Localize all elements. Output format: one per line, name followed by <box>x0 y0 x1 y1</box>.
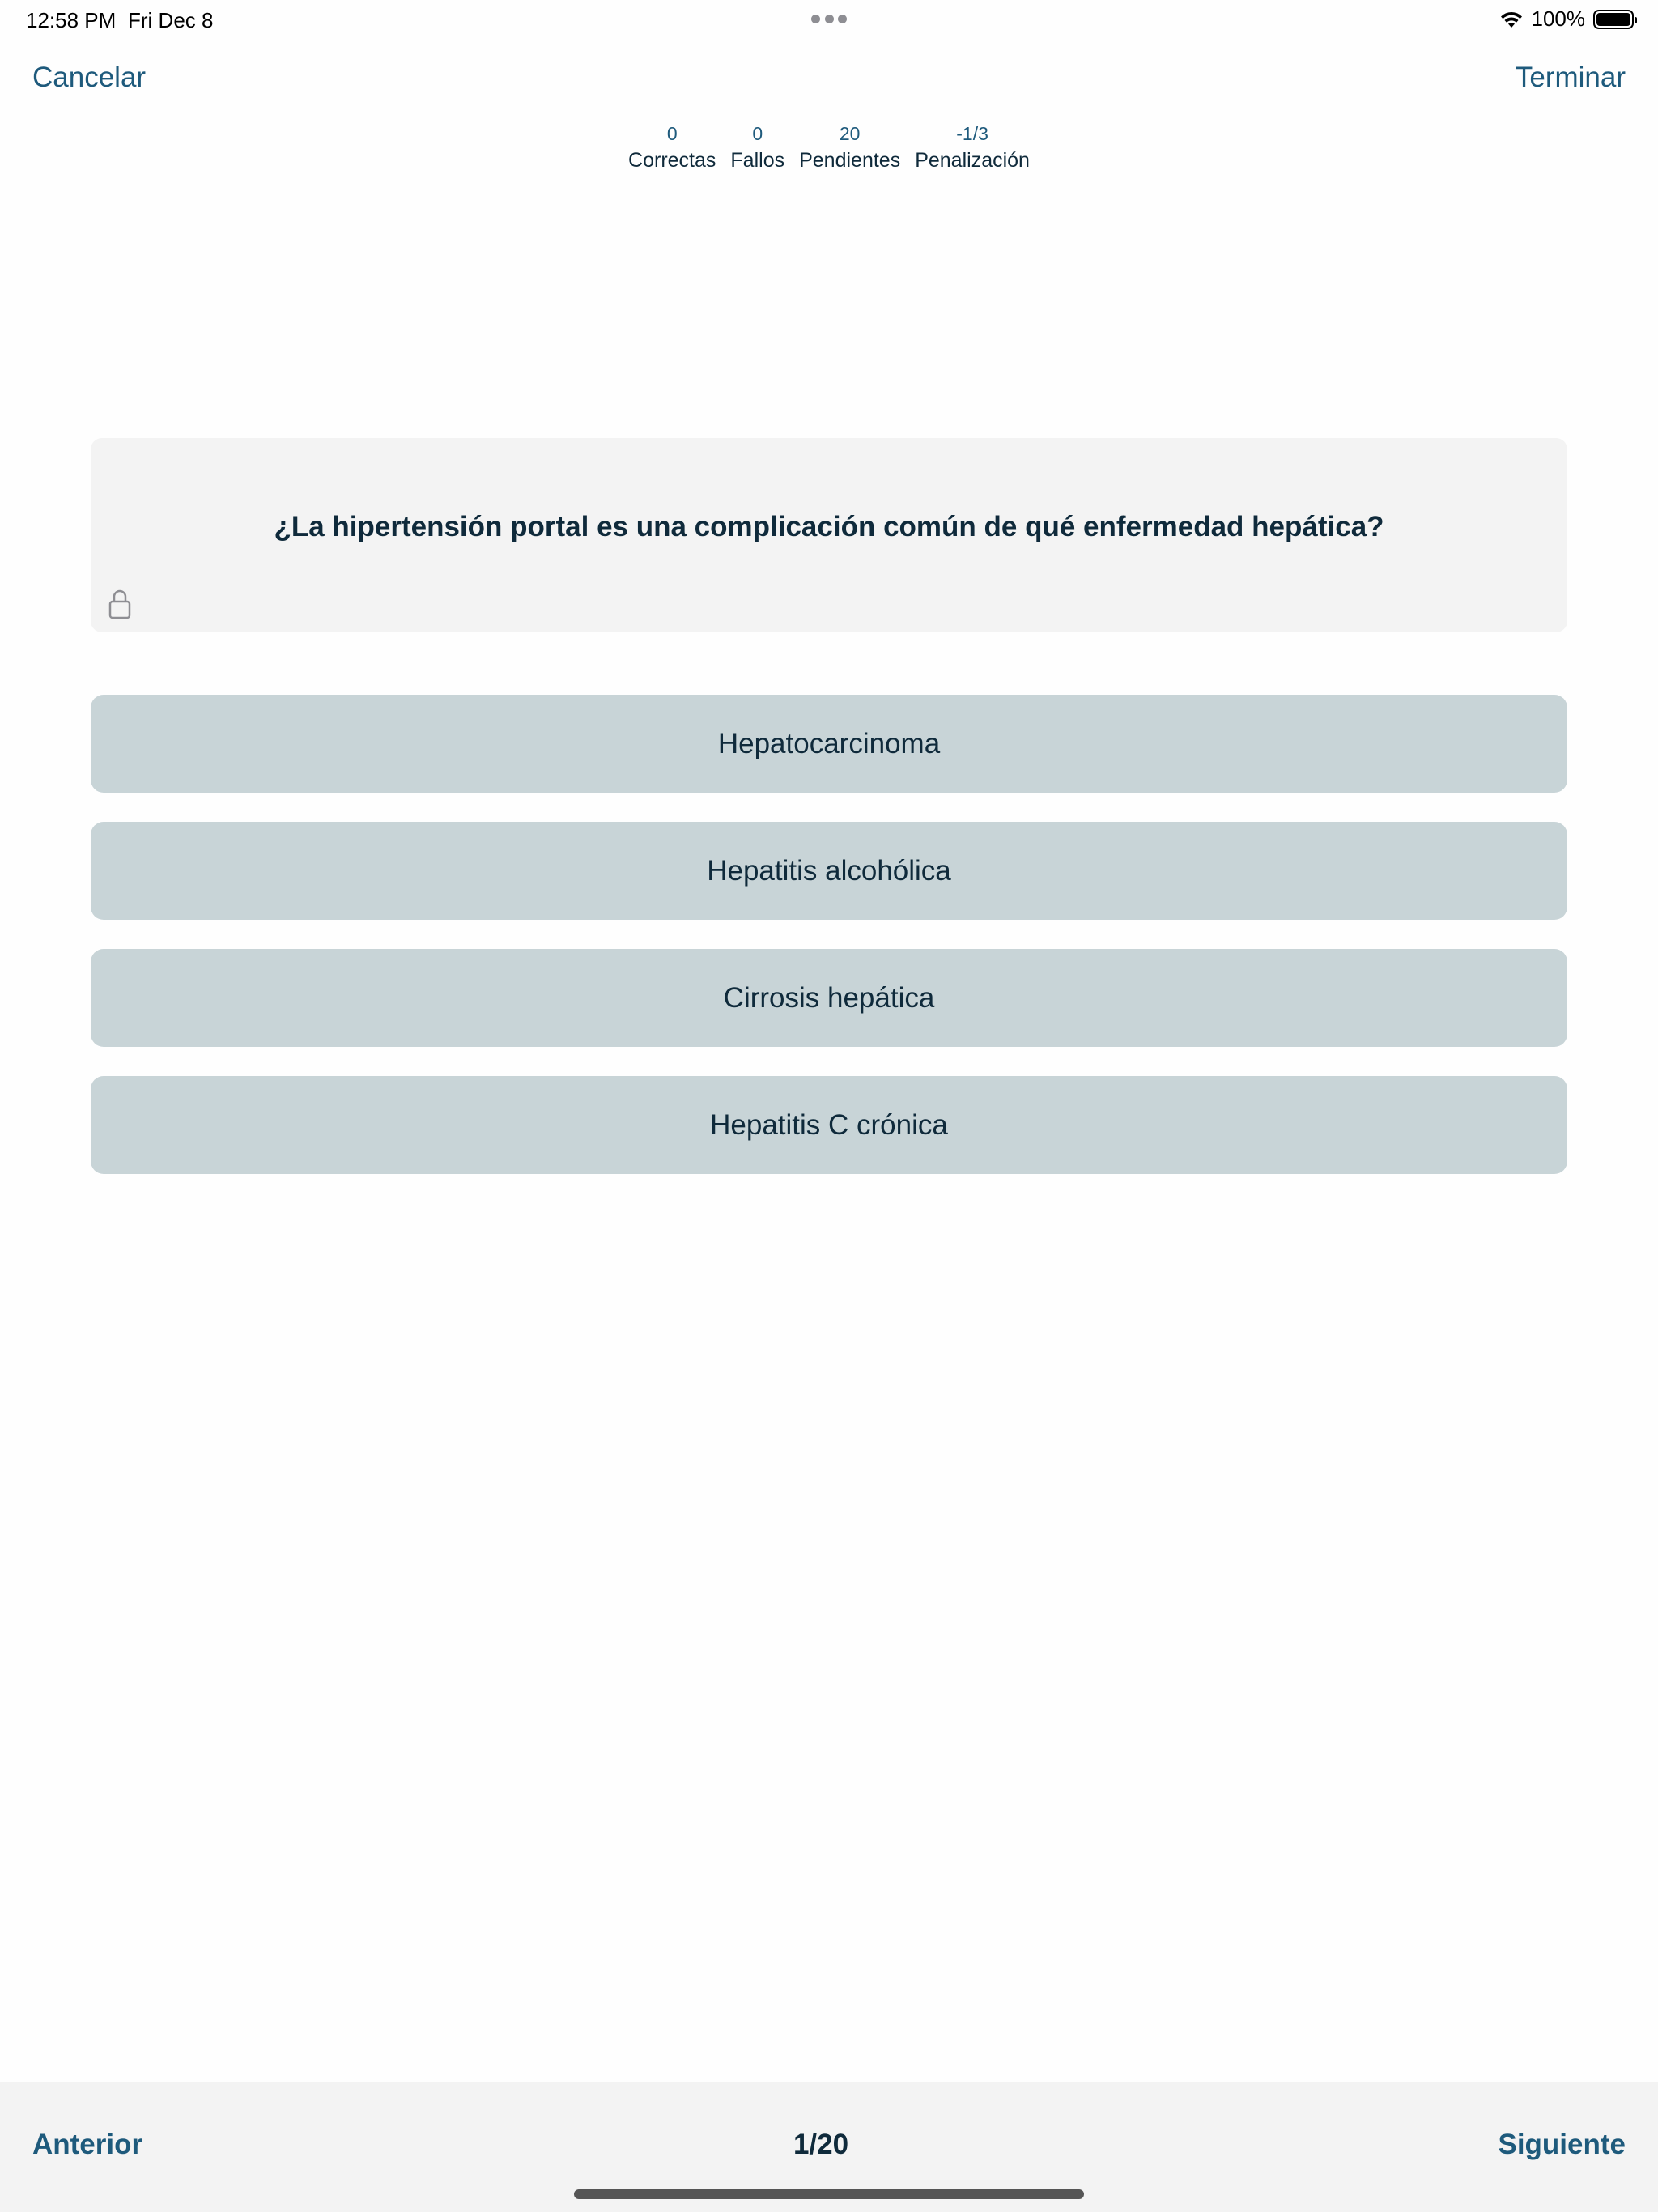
answer-option-1[interactable]: Hepatocarcinoma <box>91 695 1567 793</box>
home-indicator[interactable] <box>574 2189 1084 2199</box>
answer-option-3[interactable]: Cirrosis hepática <box>91 949 1567 1047</box>
stat-value: 20 <box>839 123 861 144</box>
next-button[interactable]: Siguiente <box>1498 2129 1626 2160</box>
finish-button[interactable]: Terminar <box>1515 62 1626 93</box>
status-bar <box>0 0 1658 39</box>
previous-button[interactable]: Anterior <box>32 2129 143 2160</box>
wifi-icon <box>1499 10 1524 29</box>
stat-label: Fallos <box>730 149 785 172</box>
multitasking-dots-icon[interactable] <box>811 15 847 24</box>
score-stats <box>0 120 1658 173</box>
stat-label: Correctas <box>628 149 716 172</box>
question-card <box>91 438 1567 632</box>
lock-icon[interactable] <box>105 588 134 620</box>
stat-label: Penalización <box>915 149 1030 172</box>
status-time: 12:58 PM <box>26 8 117 32</box>
battery-icon <box>1593 10 1634 29</box>
answer-option-4[interactable]: Hepatitis C crónica <box>91 1076 1567 1174</box>
stat-correct <box>628 120 716 173</box>
stat-pending <box>799 120 900 173</box>
stat-wrong <box>730 120 784 173</box>
stat-value: 0 <box>666 123 678 144</box>
cancel-button[interactable]: Cancelar <box>32 62 147 93</box>
page-indicator: 1/20 <box>793 2129 849 2160</box>
stat-value: -1/3 <box>956 123 988 144</box>
status-date: Fri Dec 8 <box>128 8 214 32</box>
stat-value: 0 <box>752 123 763 144</box>
stat-penalty <box>915 120 1030 173</box>
answer-option-2[interactable]: Hepatitis alcohólica <box>91 822 1567 920</box>
stat-label: Pendientes <box>799 149 901 172</box>
battery-percentage: 100% <box>1531 6 1585 31</box>
status-indicators <box>1499 6 1635 32</box>
question-text: ¿La hipertensión portal es una complicación común de qué enfermedad hepática? <box>274 511 1384 542</box>
